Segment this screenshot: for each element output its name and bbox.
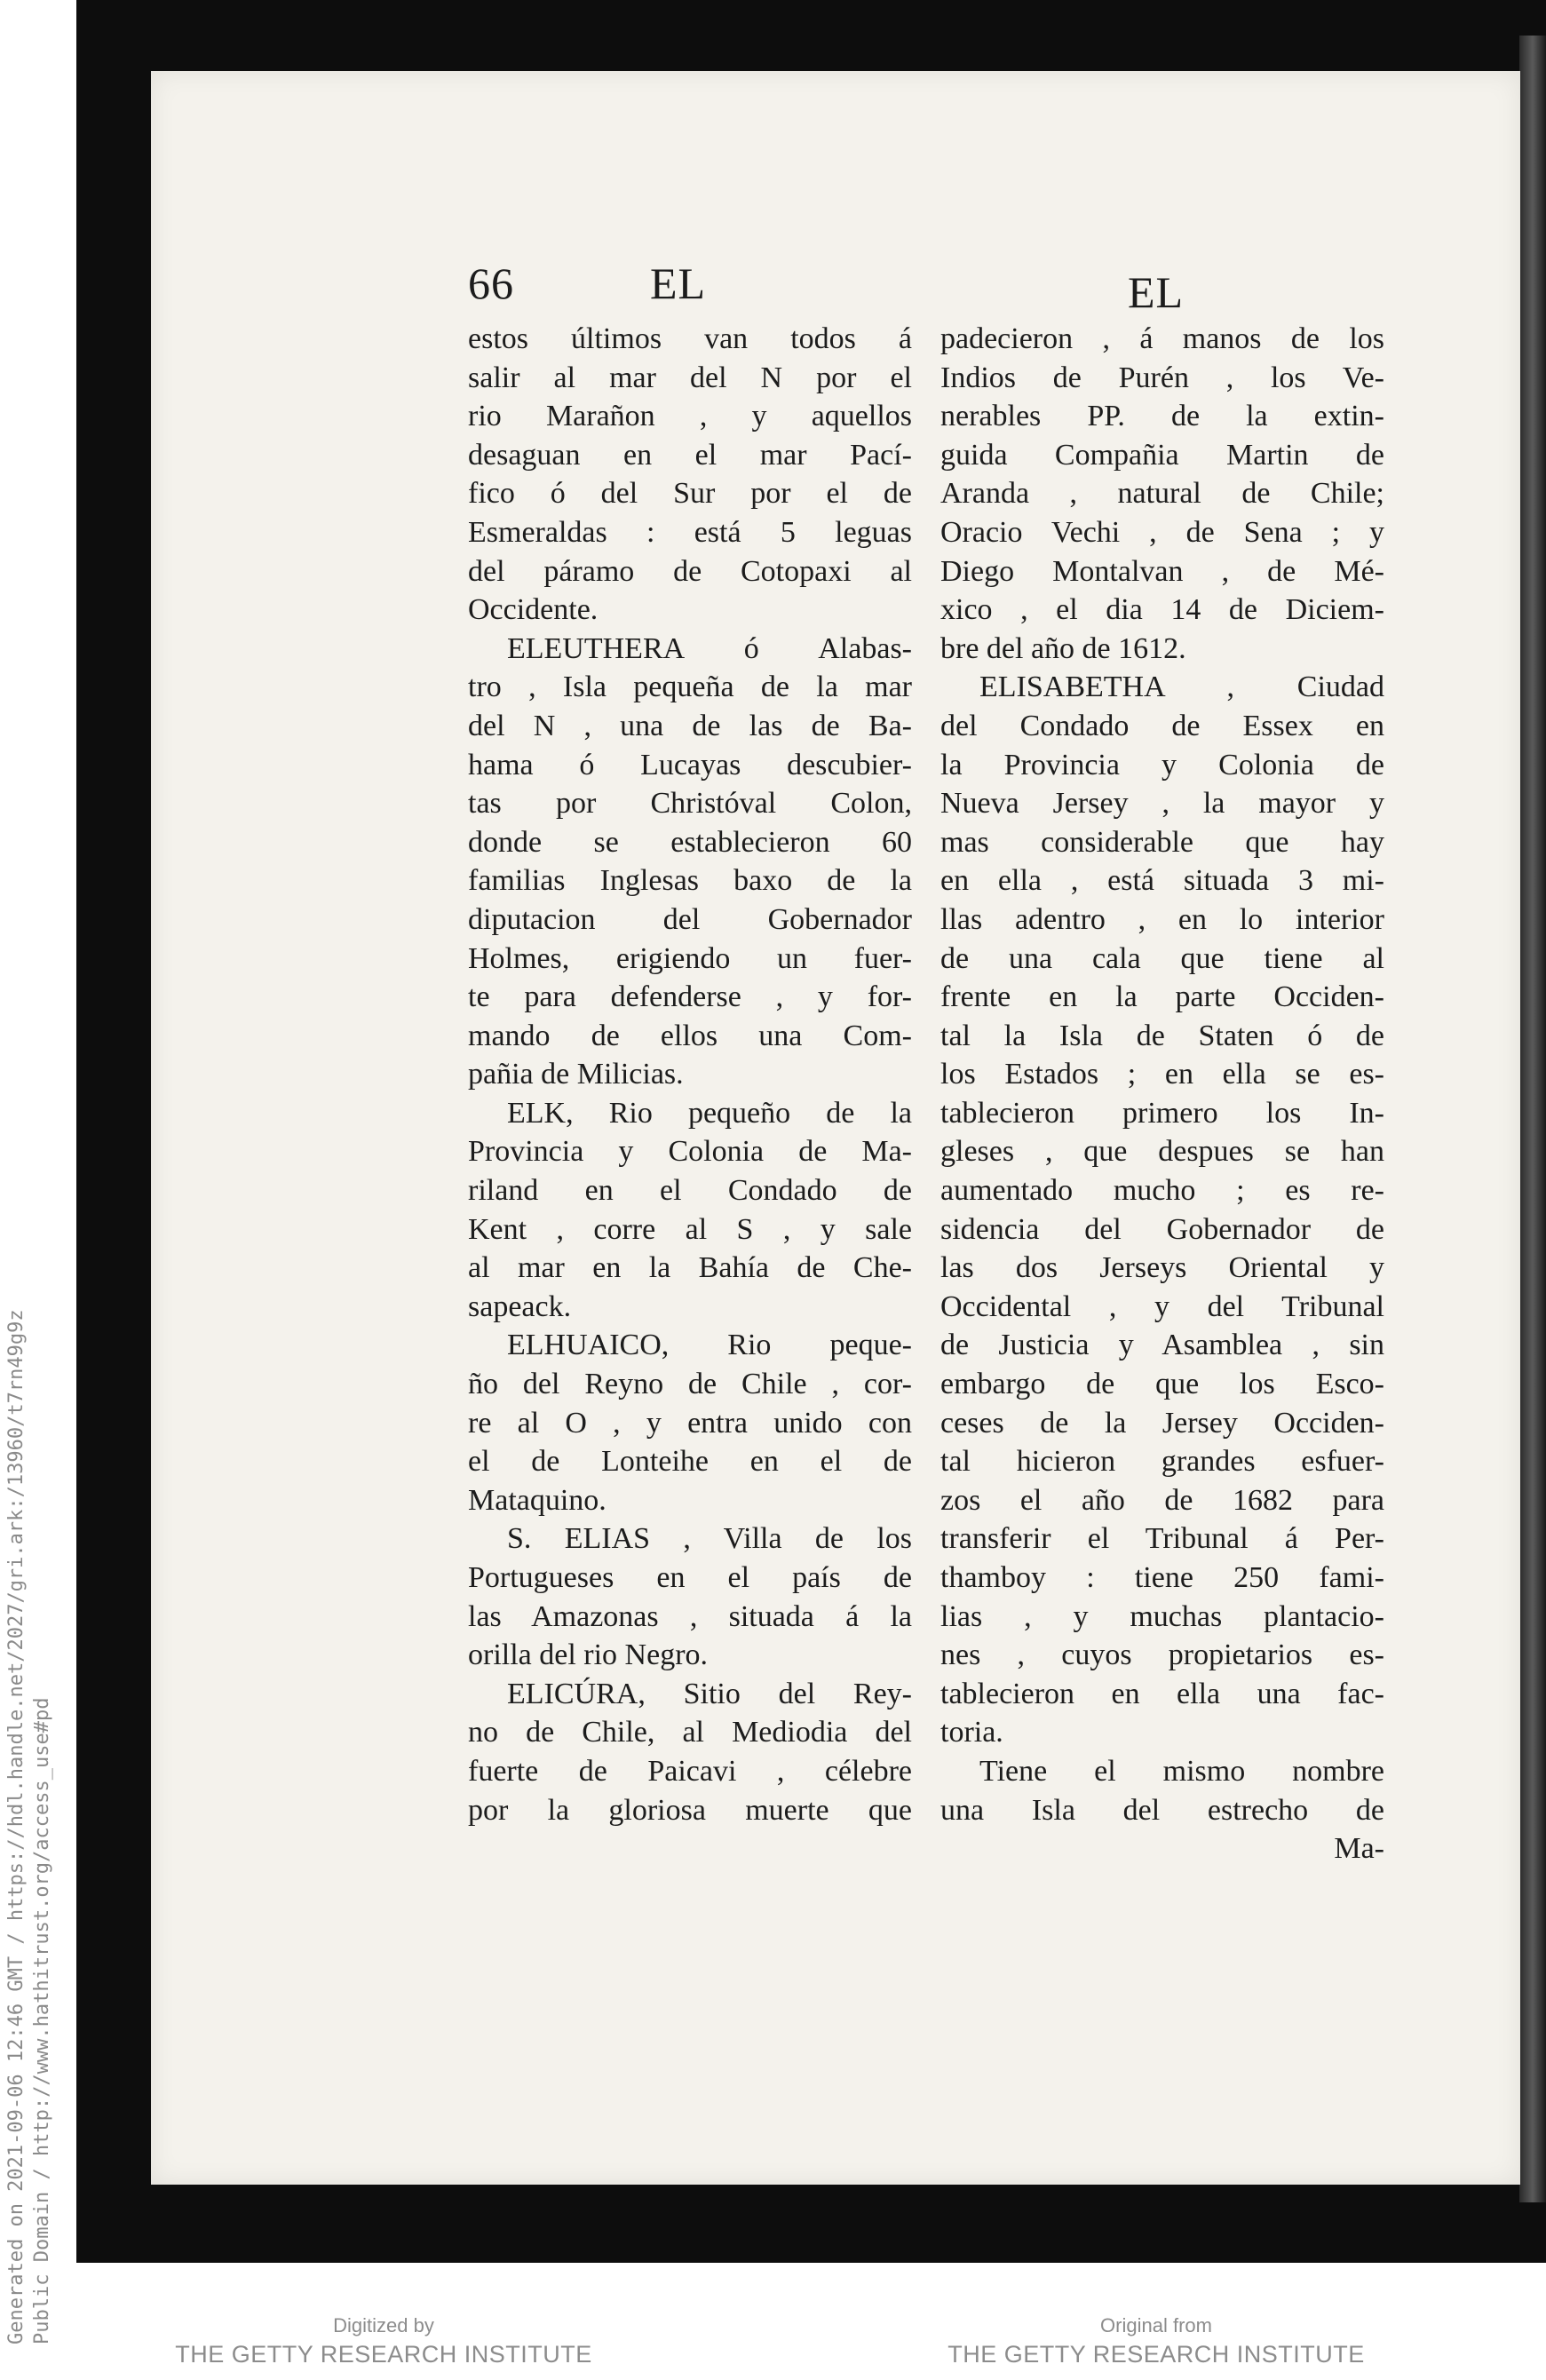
text-line: diputacion del Gobernador	[468, 902, 912, 936]
text-line: Aranda , natural de Chile;	[940, 477, 1384, 511]
text-line: Kent , corre al S , y sale	[468, 1212, 912, 1246]
text-line: mando de ellos una Com-	[468, 1019, 912, 1052]
text-line: thamboy : tiene 250 fami-	[940, 1561, 1384, 1594]
text-line: frente en la parte Occiden-	[940, 980, 1384, 1014]
text-line: las dos Jerseys Oriental y	[940, 1251, 1384, 1285]
text-line: familias Inglesas baxo de la	[468, 864, 912, 898]
text-line: tablecieron primero los In-	[940, 1096, 1384, 1130]
book-page	[151, 71, 1520, 2185]
text-line: Portugueses en el país de	[468, 1561, 912, 1594]
text-line: desaguan en el mar Pací-	[468, 438, 912, 472]
original-from-institution: THE GETTY RESEARCH INSTITUTE	[947, 2341, 1365, 2368]
original-from-label: Original from	[1100, 2314, 1212, 2336]
text-line: ELICÚRA, Sitio del Rey-	[507, 1677, 912, 1710]
text-line: gleses , que despues se han	[940, 1135, 1384, 1169]
text-column-left	[468, 320, 912, 1829]
text-line: del páramo de Cotopaxi al	[468, 554, 912, 588]
text-line: tal la Isla de Staten ó de	[940, 1019, 1384, 1052]
text-line: donde se establecieron 60	[468, 825, 912, 859]
text-line: Indios de Purén , los Ve-	[940, 361, 1384, 394]
text-line: nerables PP. de la extin-	[940, 400, 1384, 433]
text-line: la Provincia y Colonia de	[940, 748, 1384, 781]
text-line: tal hicieron grandes esfuer-	[940, 1445, 1384, 1479]
digitized-by-label: Digitized by	[333, 2314, 434, 2336]
book-edge	[1519, 36, 1546, 2202]
text-line: no de Chile, al Mediodia del	[468, 1716, 912, 1749]
text-line: re al O , y entra unido con	[468, 1406, 912, 1440]
text-line: sapeack.	[468, 1289, 572, 1323]
text-line: estos últimos van todos á	[468, 322, 912, 355]
text-line: Oracio Vechi , de Sena ; y	[940, 515, 1384, 549]
hathitrust-watermark	[0, 0, 71, 2380]
text-line: en ella , está situada 3 mi-	[940, 864, 1384, 898]
text-line: Esmeraldas : está 5 leguas	[468, 515, 912, 549]
text-line: orilla del rio Negro.	[468, 1638, 709, 1672]
text-line: salir al mar del N por el	[468, 361, 912, 394]
text-line: del Condado de Essex en	[940, 709, 1384, 742]
text-line: aumentado mucho ; es re-	[940, 1174, 1384, 1208]
page-number: 66	[468, 258, 514, 308]
text-line: tro , Isla pequeña de la mar	[468, 670, 912, 704]
text-line: al mar en la Bahía de Che-	[468, 1251, 912, 1285]
text-line: zos el año de 1682 para	[940, 1483, 1384, 1517]
text-column-right	[940, 320, 1384, 1868]
text-line: S. ELIAS , Villa de los	[507, 1522, 912, 1556]
text-line: ceses de la Jersey Occiden-	[940, 1406, 1384, 1440]
text-line: ELISABETHA , Ciudad	[979, 670, 1384, 704]
text-line: tas por Christóval Colon,	[468, 787, 912, 821]
text-line: llas adentro , en lo interior	[940, 902, 1384, 936]
text-line: del N , una de las de Ba-	[468, 709, 912, 742]
text-line: Tiene el mismo nombre	[979, 1754, 1384, 1788]
text-line: mas considerable que hay	[940, 825, 1384, 859]
text-line: Ma-	[1334, 1832, 1384, 1866]
text-line: el de Lonteihe en el de	[468, 1445, 912, 1479]
text-line: pañia de Milicias.	[468, 1058, 684, 1091]
running-head-right: EL	[1128, 267, 1185, 317]
text-line: hama ó Lucayas descubier-	[468, 748, 912, 781]
text-line: nes , cuyos propietarios es-	[940, 1638, 1384, 1672]
text-line: Provincia y Colonia de Ma-	[468, 1135, 912, 1169]
text-line: transferir el Tribunal á Per-	[940, 1522, 1384, 1556]
digitized-by-credit	[135, 2313, 632, 2369]
digitized-by-institution: THE GETTY RESEARCH INSTITUTE	[175, 2341, 592, 2368]
text-line: xico , el dia 14 de Diciem-	[940, 593, 1384, 627]
text-line: una Isla del estrecho de	[940, 1793, 1384, 1827]
text-line: por la gloriosa muerte que	[468, 1793, 912, 1827]
watermark-rights-line: Public Domain / http://www.hathitrust.org/access_use#pd	[31, 1697, 53, 2344]
text-line: tablecieron en ella una fac-	[940, 1677, 1384, 1710]
text-line: padecieron , á manos de los	[940, 322, 1384, 355]
text-line: los Estados ; en ella se es-	[940, 1058, 1384, 1091]
text-line: embargo de que los Esco-	[940, 1368, 1384, 1401]
text-line: Holmes, erigiendo un fuer-	[468, 941, 912, 975]
text-line: de Justicia y Asamblea , sin	[940, 1329, 1384, 1362]
text-line: de una cala que tiene al	[940, 941, 1384, 975]
text-line: ELK, Rio pequeño de la	[507, 1096, 912, 1130]
text-line: ño del Reyno de Chile , cor-	[468, 1368, 912, 1401]
running-head-left: EL	[650, 258, 707, 308]
original-from-credit	[908, 2313, 1405, 2369]
text-line: sidencia del Gobernador de	[940, 1212, 1384, 1246]
watermark-generated-line: Generated on 2021-09-06 12:46 GMT / https://hdl.handle.net/2027/gri.ark:/13960/t7rn49g9z	[5, 1309, 28, 2344]
text-line: bre del año de 1612.	[940, 631, 1186, 665]
text-line: lias , y muchas plantacio-	[940, 1599, 1384, 1633]
text-line: fico ó del Sur por el de	[468, 477, 912, 511]
text-line: fuerte de Paicavi , célebre	[468, 1754, 912, 1788]
text-line: las Amazonas , situada á la	[468, 1599, 912, 1633]
text-line: rio Marañon , y aquellos	[468, 400, 912, 433]
text-line: guida Compañia Martin de	[940, 438, 1384, 472]
text-line: ELHUAICO, Rio peque-	[507, 1329, 912, 1362]
text-line: Occidente.	[468, 593, 599, 627]
text-line: riland en el Condado de	[468, 1174, 912, 1208]
text-line: Mataquino.	[468, 1483, 607, 1517]
text-line: Nueva Jersey , la mayor y	[940, 787, 1384, 821]
text-line: ELEUTHERA ó Alabas-	[507, 631, 912, 665]
text-line: Diego Montalvan , de Mé-	[940, 554, 1384, 588]
text-line: toria.	[940, 1716, 1003, 1749]
text-line: te para defenderse , y for-	[468, 980, 912, 1014]
text-line: Occidental , y del Tribunal	[940, 1289, 1384, 1323]
